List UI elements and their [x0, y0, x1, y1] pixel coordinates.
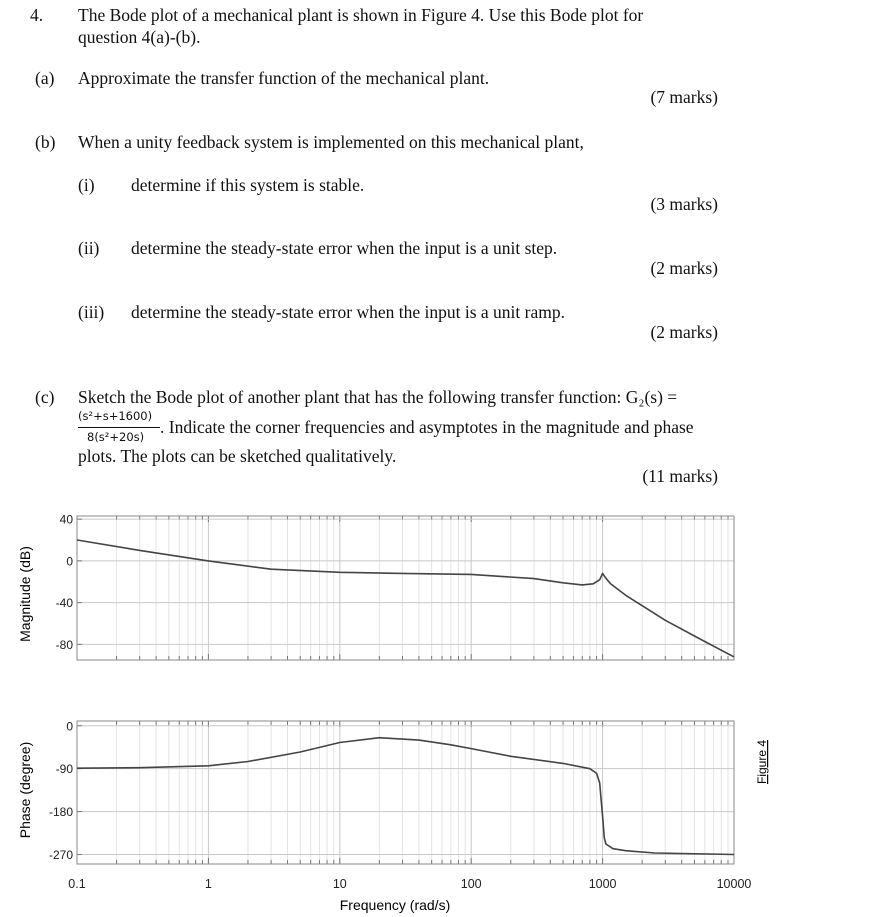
magnitude-y-tick-label: -80	[55, 637, 73, 652]
part-b-iii-label: (iii)	[78, 302, 105, 322]
part-c-label: (c)	[35, 387, 55, 407]
part-b-iii-text: determine the steady-state error when the input is a unit ramp.	[131, 302, 565, 322]
x-tick-label: 1	[204, 877, 212, 891]
question-number: 4.	[30, 5, 44, 25]
transfer-function-denominator: 8(s²+20s)	[87, 430, 145, 444]
transfer-function-numerator: (s²+s+1600)	[78, 409, 153, 423]
part-a-text: Approximate the transfer function of the mechanical plant.	[78, 68, 490, 88]
question-intro-line1: The Bode plot of a mechanical plant is shown in Figure 4. Use this Bode plot for	[78, 5, 644, 25]
part-b-label: (b)	[35, 132, 56, 152]
part-b-i-label: (i)	[78, 175, 95, 195]
phase-curve	[77, 738, 734, 855]
x-tick-label: 0.1	[68, 877, 86, 891]
phase-plot	[49, 719, 751, 891]
part-c-line3: plots. The plots can be sketched qualitatively.	[78, 446, 397, 466]
magnitude-plot	[56, 513, 734, 660]
x-tick-label: 100	[460, 877, 482, 891]
question-intro-line2: question 4(a)-(b).	[78, 27, 201, 47]
phase-frame	[77, 721, 734, 864]
part-c-marks: (11 marks)	[642, 466, 718, 486]
x-tick-label: 10	[332, 877, 347, 891]
magnitude-y-tick-label: -40	[55, 596, 73, 611]
phase-y-tick-label: -180	[48, 805, 73, 820]
part-b-ii-label: (ii)	[78, 238, 100, 258]
part-a-marks: (7 marks)	[650, 87, 718, 107]
part-b-text: When a unity feedback system is implemented on this mechanical plant,	[78, 132, 584, 152]
phase-y-tick-label: -270	[48, 847, 73, 862]
phase-y-tick-label: 0	[66, 719, 73, 734]
part-a-label: (a)	[35, 68, 55, 88]
phase-axis-label: Phase (degree)	[17, 741, 33, 839]
magnitude-y-tick-label: 0	[66, 554, 73, 569]
part-c-line1: Sketch the Bode plot of another plant that has the following transfer function: G₂(s) =	[78, 387, 678, 407]
part-b-i-text: determine if this system is stable.	[131, 175, 365, 195]
x-tick-label: 10000	[716, 877, 752, 891]
part-b-iii-marks: (2 marks)	[650, 322, 718, 342]
frequency-axis-label: Frequency (rad/s)	[339, 897, 451, 913]
magnitude-frame	[77, 516, 734, 660]
magnitude-axis-label: Magnitude (dB)	[17, 546, 33, 642]
x-tick-label: 1000	[588, 877, 617, 891]
part-b-ii-text: determine the steady-state error when the input is a unit step.	[131, 238, 558, 258]
magnitude-curve	[77, 540, 734, 657]
phase-y-tick-label: -90	[55, 762, 73, 777]
part-b-ii-marks: (2 marks)	[650, 258, 718, 278]
part-b-i-marks: (3 marks)	[650, 194, 718, 214]
part-c-line2: . Indicate the corner frequencies and asymptotes in the magnitude and phase	[160, 417, 694, 437]
figure-caption: Figure 4	[755, 739, 769, 785]
magnitude-y-tick-label: 40	[59, 512, 73, 527]
